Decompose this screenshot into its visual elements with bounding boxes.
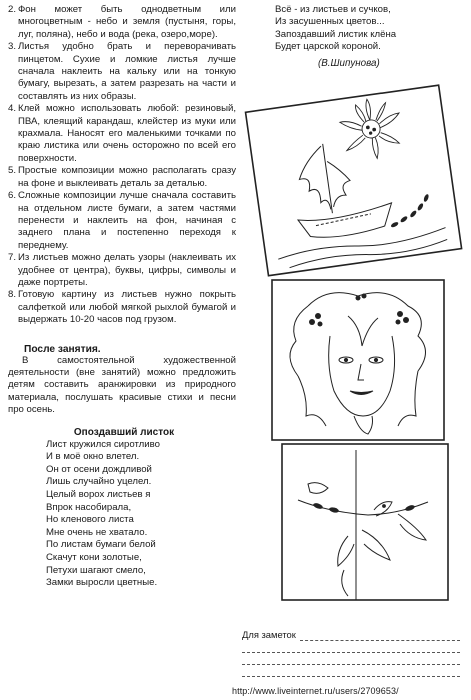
poem-line: Он от осени дождливой [46, 463, 152, 475]
list-item-number: 4. [8, 103, 17, 115]
instruction-list [8, 4, 236, 327]
list-item-number: 7. [8, 252, 17, 264]
poem-line: По листам бумаги белой [46, 539, 156, 551]
poem [8, 439, 236, 590]
poem-line: Но кленового листа [46, 514, 134, 526]
note-line[interactable] [300, 640, 460, 641]
section-title: После занятия. [24, 343, 101, 355]
list-item-number: 5. [8, 165, 17, 177]
poem-line: Из засушенных цветов... [275, 16, 385, 28]
poem-line: Замки выросли цветные. [46, 577, 158, 589]
list-item [8, 289, 236, 326]
poem-line: Целый ворох листьев я [46, 488, 151, 500]
list-item [8, 103, 236, 165]
poem-line: Впрок насобирала, [46, 501, 132, 513]
list-item-text: Фон может быть однодветным или многоцветным - небо и земля (пустыня, горы, луг, поляна), небо и вода (река, озеро,море). [18, 4, 236, 40]
note-line[interactable] [242, 652, 460, 653]
poem-line: Скачут кони золотые, [46, 551, 142, 563]
list-item-text: Из листьев можно делать узоры (наклеивать их удобнее от центра), буквы, цифры, символы и даже портреты. [18, 252, 236, 288]
illustration-boat [238, 80, 468, 280]
list-item-text: Простые композиции можно располагать сразу на фоне и выклеивать деталь за деталью. [18, 165, 236, 189]
list-item [8, 190, 236, 252]
notes-label: Для заметок [242, 629, 296, 640]
list-item-number: 8. [8, 289, 17, 301]
poem-line: И в моё окно влетел. [46, 451, 140, 463]
list-item-text: Готовую картину из листьев нужно покрыть салфеткой или любой мягкой рыхлой бумагой и выдержать 10-20 часов под грузом. [18, 289, 236, 326]
source-url[interactable]: http://www.liveinternet.ru/users/2709653/ [232, 686, 399, 696]
illustration-face [268, 276, 448, 444]
poem-line: Запоздавший листик клёна [275, 28, 397, 40]
left-column [8, 4, 236, 590]
poem-line: Петухи шагают смело, [46, 564, 146, 576]
list-item-text: Листья удобно брать и переворачивать пинцетом. Сухие и ломкие листья лучше сначала наклеить на кальку или на тонкую бумагу, вырезать, а затем разрезать на части и составлять из них образы. [18, 41, 236, 102]
poem-line: Мне очень не хватало. [46, 526, 148, 538]
list-item-text: Сложные композиции лучше сначала составить на отдельном листе бумаги, а затем частями перенести и наклеить на фон, начиная с заднего плана и постепенно переходя к переднему. [18, 190, 236, 251]
poem-line: Лист кружился сиротливо [46, 438, 160, 450]
right-poem [275, 4, 396, 54]
list-item-number: 2. [8, 4, 17, 15]
list-item [8, 252, 236, 289]
list-item-number: 3. [8, 41, 17, 53]
list-item-text: Клей можно использовать любой: резиновый, ПВА, клеящий карандаш, клейстер из муки или крахмала. Наносят его маленькими точками по краю листика или очень осторожно по всей его поверхности. [18, 103, 236, 164]
list-item [8, 41, 236, 103]
list-item [8, 4, 236, 41]
list-item-number: 6. [8, 190, 17, 202]
poem-line: Лишь случайно уцелел. [46, 476, 152, 488]
note-line[interactable] [242, 676, 460, 677]
note-line[interactable] [242, 664, 460, 665]
poem-line: Будет царской короной. [275, 41, 381, 53]
poem-line: Всё - из листьев и сучков, [275, 4, 391, 15]
list-item [8, 165, 236, 190]
illustration-bird [278, 440, 453, 605]
after-paragraph: В самостоятельной художественной деятельности (вне занятий) можно предложить детям составить аранжировки из природного материала, послушать красивые стихи и песни про осень. [8, 354, 236, 416]
poem-author: (В.Шипунова) [318, 58, 380, 69]
poem-title: Опоздавший листок [73, 426, 175, 438]
